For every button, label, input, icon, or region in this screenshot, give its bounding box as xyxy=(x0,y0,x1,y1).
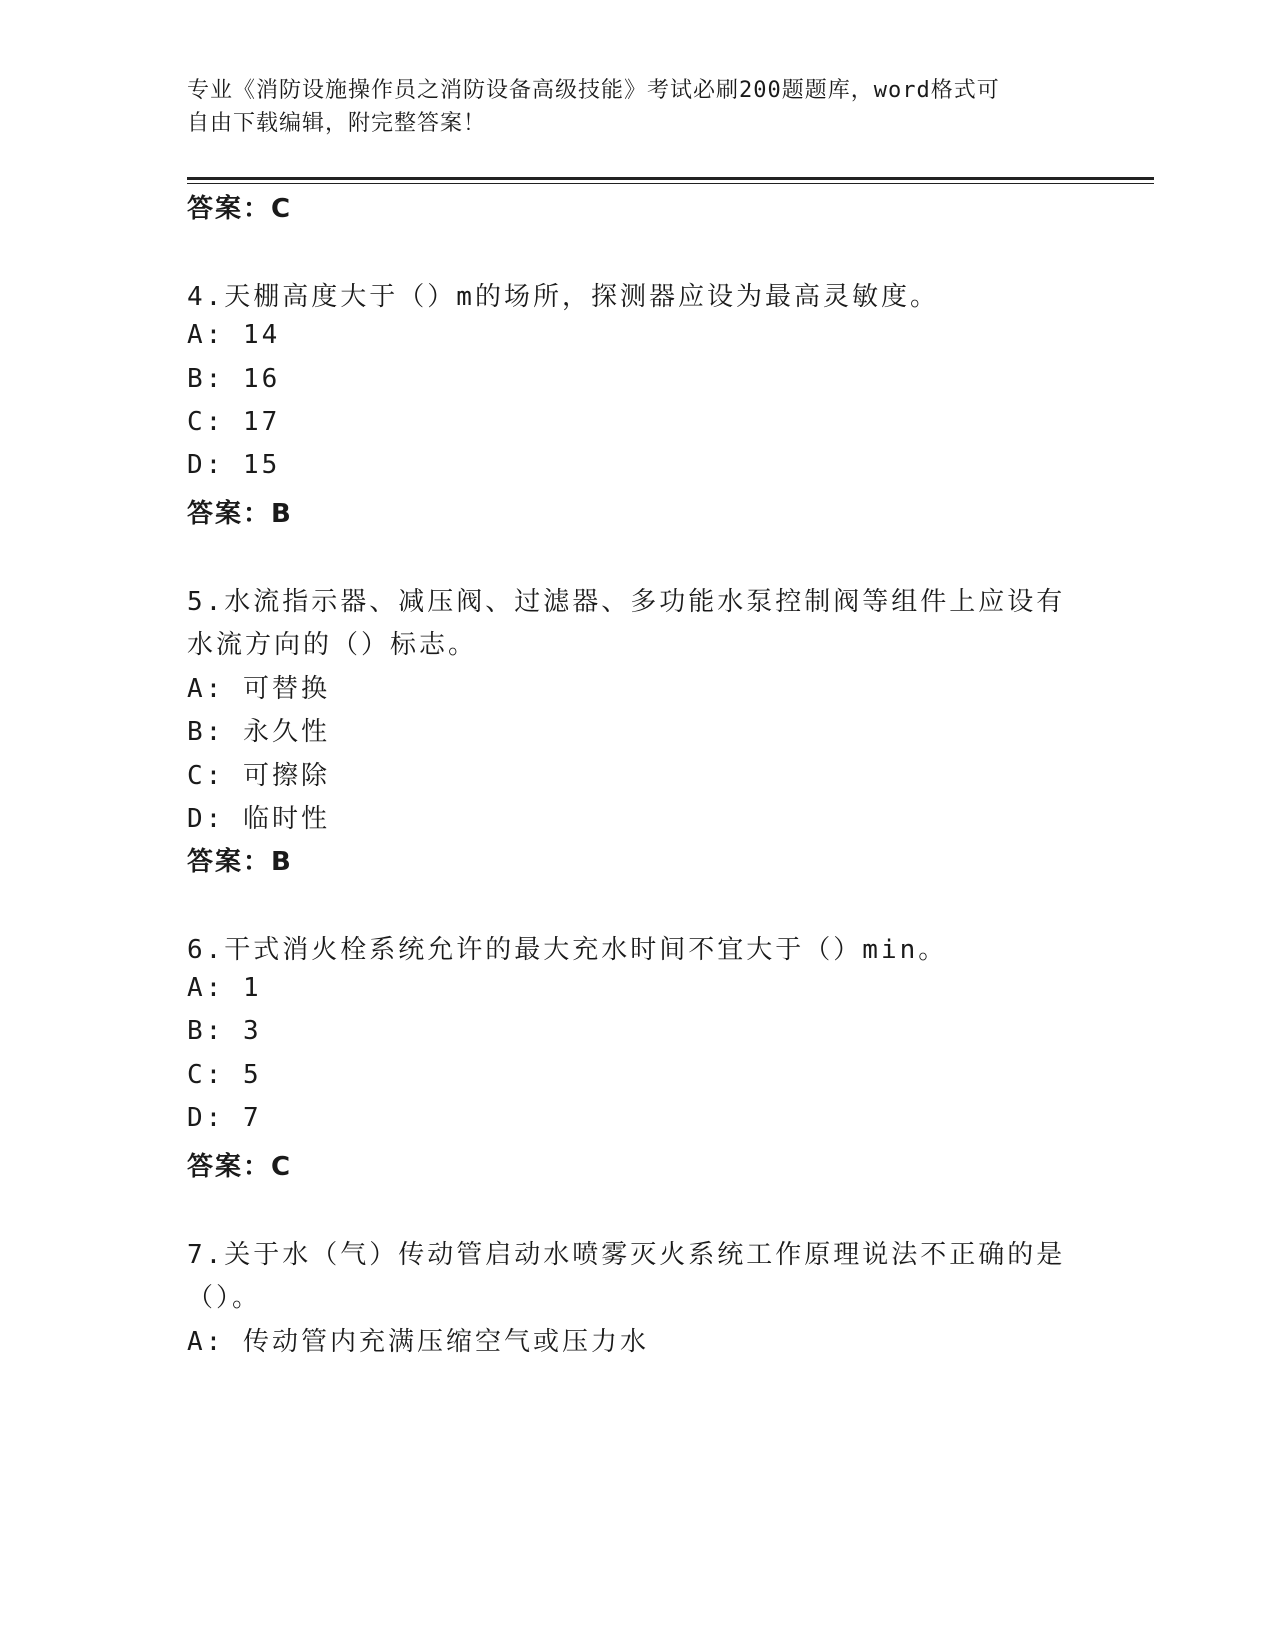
header-divider-thick xyxy=(187,177,1154,180)
question-4-option-a: A: 14 xyxy=(187,320,281,350)
question-5-option-c: C: 可擦除 xyxy=(187,761,330,791)
question-6-stem: 6.干式消火栓系统允许的最大充水时间不宜大于（）min。 xyxy=(187,935,948,965)
document-header xyxy=(187,74,1067,140)
question-6-option-a: A: 1 xyxy=(187,973,262,1003)
question-5-option-a: A: 可替换 xyxy=(187,674,330,704)
question-5-stem-line-2: 水流方向的（）标志。 xyxy=(187,630,478,660)
question-7-stem-line-2: （）。 xyxy=(187,1283,262,1313)
question-4-stem: 4.天棚高度大于（）m的场所，探测器应设为最高灵敏度。 xyxy=(187,282,939,312)
question-6-option-b: B: 3 xyxy=(187,1016,262,1046)
header-divider-thin xyxy=(187,183,1154,184)
header-line-2: 自由下载编辑，附完整答案！ xyxy=(187,111,487,136)
question-5-option-b: B: 永久性 xyxy=(187,717,330,747)
question-6-answer: 答案：C xyxy=(187,1152,293,1182)
previous-answer: 答案：C xyxy=(187,194,293,224)
question-7-option-a: A: 传动管内充满压缩空气或压力水 xyxy=(187,1327,649,1357)
question-4-option-d: D: 15 xyxy=(187,450,281,480)
question-5-option-d: D: 临时性 xyxy=(187,804,330,834)
question-4-option-b: B: 16 xyxy=(187,364,281,394)
question-7-stem-line-1: 7.关于水（气）传动管启动水喷雾灭火系统工作原理说法不正确的是 xyxy=(187,1240,1066,1270)
header-line-1: 专业《消防设施操作员之消防设备高级技能》考试必刷200题题库，word格式可 xyxy=(187,78,1000,103)
question-4-option-c: C: 17 xyxy=(187,407,281,437)
question-6-option-c: C: 5 xyxy=(187,1060,262,1090)
question-4-answer: 答案：B xyxy=(187,499,293,529)
question-5-answer: 答案：B xyxy=(187,847,293,877)
question-5-stem-line-1: 5.水流指示器、减压阀、过滤器、多功能水泵控制阀等组件上应设有 xyxy=(187,587,1066,617)
question-6-option-d: D: 7 xyxy=(187,1103,262,1133)
